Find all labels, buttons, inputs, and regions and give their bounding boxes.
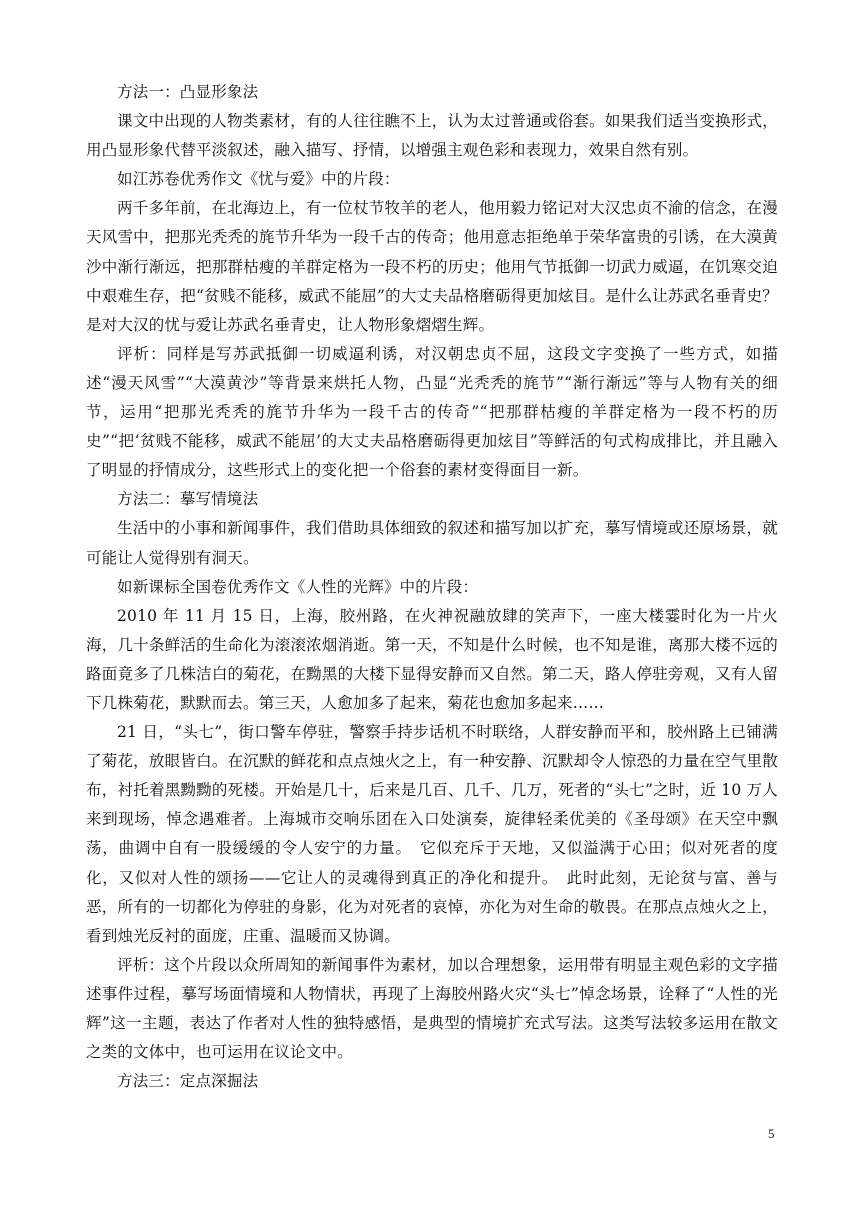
example-excerpt: 两千多年前，在北海边上，有一位杖节牧羊的老人，他用毅力铭记对大汉忠贞不渝的信念，在漫天风雪中，把那光秃秃的旄节升华为一段千古的传奇；他用意志拒绝单于荣华富贵的引诱，在大漠黄沙中渐行渐远，把那群枯瘦的羊群定格为一段不朽的历史；他用气节抵御一切武力威逼，在饥寒交迫中艰难生存，把“贫贱不能移，威武不能屈”的大丈夫品格磨砺得更加炫目。是什么让苏武名垂青史？是对大汉的忧与爱让苏武名垂青史，让人物形象熠熠生辉。 bbox=[86, 199, 778, 334]
body-text bbox=[86, 78, 778, 1096]
heading-method-3: 方法三：定点深掘法 bbox=[117, 1072, 259, 1091]
commentary: 评析：这个片段以众所周知的新闻事件为素材，加以合理想象，运用带有明显主观色彩的文字描述事件过程，摹写场面情境和人物情状，再现了上海胶州路火灾“头七”悼念场景，诠释了“人性的光辉”这一主题，表达了作者对人性的独特感悟，是典型的情境扩充式写法。这类写法较多运用在散文之类的文体中，也可运用在议论文中。 bbox=[86, 955, 778, 1062]
example-excerpt: 2010 年 11 月 15 日，上海，胶州路，在火神祝融放肆的笑声下，一座大楼霎时化为一片火海，几十条鲜活的生命化为滚滚浓烟消逝。第一天，不知是什么时候，也不知是谁，离那大楼不远的路面竟多了几株洁白的菊花，在黝黑的大楼下显得安静而又自然。第二天，路人停驻旁观，又有人留下几株菊花，默默而去。第三天，人愈加多了起来，菊花也愈加多起来…… bbox=[86, 606, 778, 712]
paragraph: 课文中出现的人物类素材，有的人往往瞧不上，认为太过普通或俗套。如果我们适当变换形式，用凸显形象代替平淡叙述，融入描写、抒情，以增强主观色彩和表现力，效果自然有别。 bbox=[86, 112, 778, 160]
page-number: 5 bbox=[768, 1126, 775, 1141]
heading-method-1: 方法一：凸显形象法 bbox=[117, 83, 259, 101]
example-intro: 如江苏卷优秀作文《忧与爱》中的片段： bbox=[117, 170, 400, 189]
heading-method-2: 方法二：摹写情境法 bbox=[117, 490, 259, 509]
example-excerpt: 21 日，“头七”，街口警车停驻，警察手持步话机不时联络，人群安静而平和，胶州路上已铺满了菊花，放眼皆白。在沉默的鲜花和点点烛火之上，有一种安静、沉默却令人惊恐的力量在空气里散布，衬托着黑黝黝的死楼。开始是几十，后来是几百、几千、几万，死者的“头七”之时，近 10 万人来到现场，悼念遇难者。上海城市交响乐团在入口处演奏，旋律轻柔优美的《圣母颂》在天空中飘荡，曲调中自有一股缓缓的令人安宁的力量。 它似充斥于天地，又似溢满于心田；似对死者的度化，又似对人性的颂扬——它让人的灵魂得到真正的净化和提升。 此时此刻，无论贫与富、善与恶，所有的一切都化为停驻的身影，化为对死者的哀悼，亦化为对生命的敬畏。在那点点烛火之上，看到烛光反衬的面庞，庄重、温暖而又协调。 bbox=[86, 723, 778, 945]
commentary: 评析：同样是写苏武抵御一切威逼利诱，对汉朝忠贞不屈，这段文字变换了一些方式，如描述“漫天风雪”“大漠黄沙”等背景来烘托人物，凸显“光秃秃的旄节”“渐行渐远”等与人物有关的细节，运用“把那光秃秃的旄节升华为一段千古的传奇”“把那群枯瘦的羊群定格为一段不朽的历史”“把‘贫贱不能移，威武不能屈’的大丈夫品格磨砺得更加炫目”等鲜活的句式构成排比，并且融入了明显的抒情成分，这些形式上的变化把一个俗套的素材变得面目一新。 bbox=[86, 344, 778, 480]
paragraph: 生活中的小事和新闻事件，我们借助具体细致的叙述和描写加以扩充，摹写情境或还原场景，就可能让人觉得别有洞天。 bbox=[86, 519, 778, 567]
example-intro: 如新课标全国卷优秀作文《人性的光辉》中的片段： bbox=[117, 577, 479, 596]
